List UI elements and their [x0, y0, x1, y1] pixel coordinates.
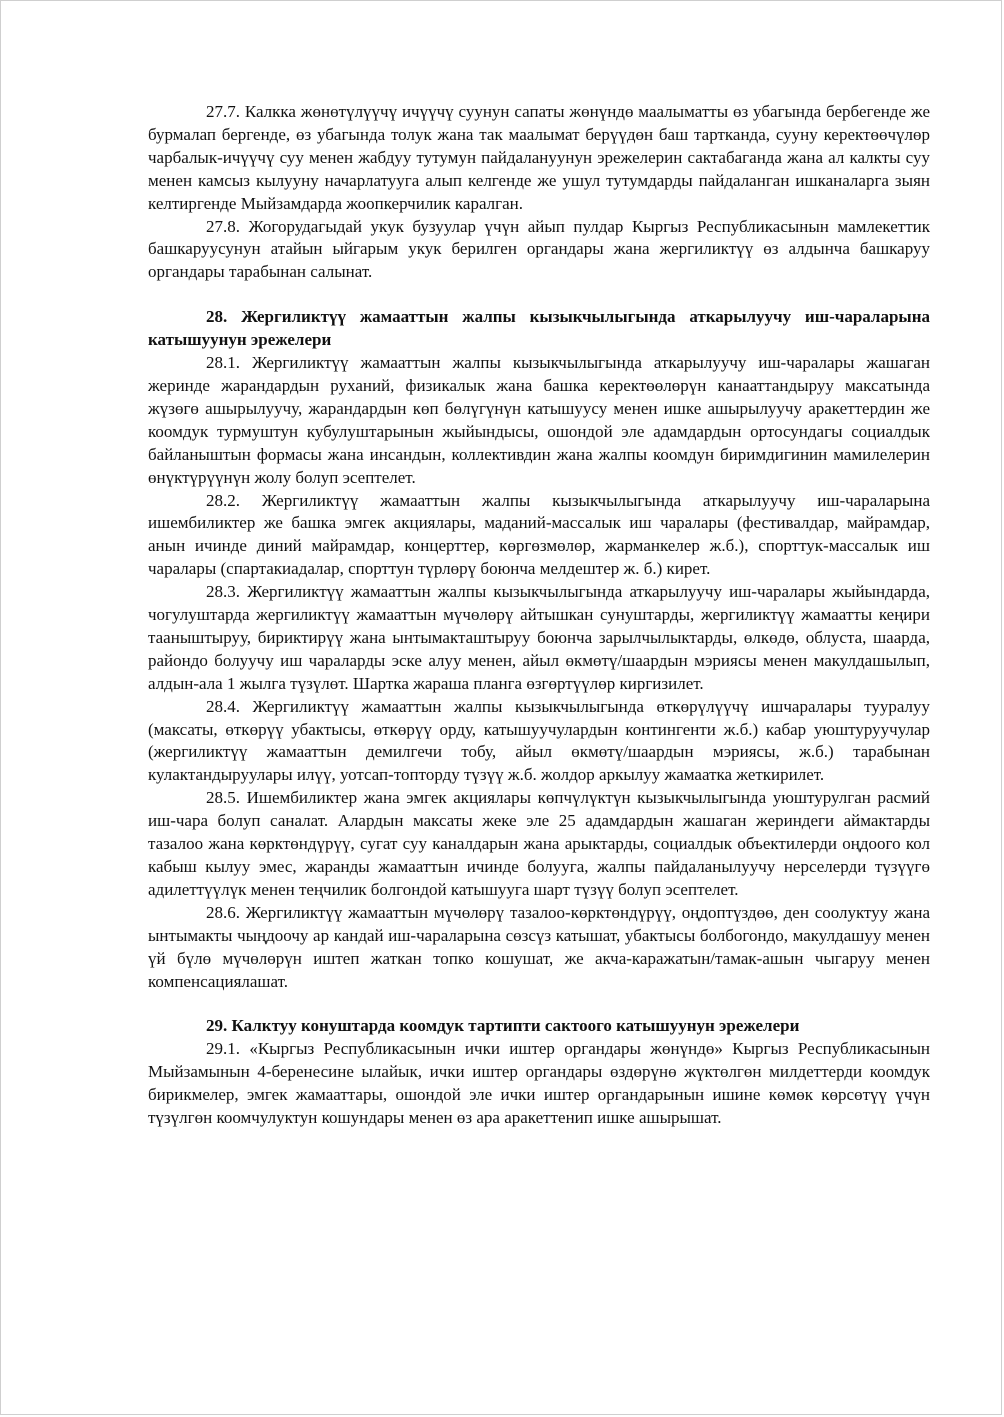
paragraph-28-1: 28.1. Жергиликтүү жамааттын жалпы кызыкчылыгында аткарылуучу иш-чаралары жашаган жеринде жарандардын руханий, физикалык жана башка керектөөлөрүн канааттандыруу максатында жүзөгө ашырылуучу, жарандардын көп бөлүгүнүн катышуусу менен ишке ашырылуучу аракеттердин же коомдук турмуштун кубулуштарынын жыйындысы, ошондой эле адамдардын ортосундагы социалдык байланыштын формасы жана инсандын, коллективдин жана жалпы коомдун биримдигинин мамилелерин өнүктүрүүнүн жолу болуп эсептелет. — [148, 353, 930, 487]
paragraph-28-5: 28.5. Ишембиликтер жана эмгек акциялары көпчүлүктүн кызыкчылыгында уюштурулган расмий иш-чара болуп саналат. Алардын максаты жеке эле 25 адамдардын жашаган жериндеги аймактарды тазалоо жана көрктөндүрүү, сугат суу каналдарын жана арыктарды, социалдык объектилерди оңдоого кол кабыш кылуу эмес, жаранды жамааттын ичинде болууга, жалпы пайдаланылуучу нерселерди түзүүгө адилеттүүлүк менен теңчилик болгондой катышууга шарт түзүү болуп эсептелет. — [148, 788, 930, 899]
paragraph-28-3: 28.3. Жергиликтүү жамааттын жалпы кызыкчылыгында аткарылуучу иш-чаралары жыйындарда, чогулуштарда жергиликтүү жамааттын мүчөлөрү айтышкан сунуштарды, жергиликтүү жамаатты кеңири тааныштыруу, бириктирүү жана ынтымакташтыруу боюнча зарылчылыктарды, өлкөдө, облуста, шаарда, райондо болуучу иш чараларды эске алуу менен, айыл өкмөтү/шаардын мэриясы менен макулдашылып, алдын-ала 1 жылга түзүлөт. Шартка жараша планга өзгөртүүлөр киргизилет. — [148, 582, 930, 693]
paragraph-28-2: 28.2. Жергиликтүү жамааттын жалпы кызыкчылыгында аткарылуучу иш-чараларына ишембиликтер же башка эмгек акциялары, маданий-массалык иш чаралары (фестивалдар, майрамдар, анын ичинде диний майрамдар, концерттер, көргөзмөлөр, жарманкелер ж.б.), спорттук-массалык иш чаралары (спартакиадалар, спорттун түрлөрү боюнча мелдештер ж. б.) кирет. — [148, 490, 930, 579]
paragraph-28-6: 28.6. Жергиликтүү жамааттын мүчөлөрү тазалоо-көрктөндүрүү, оңдоптүздөө, ден соолуктуу жана ынтымакты чыңдоочу ар кандай иш-чараларына сөзсүз катышат, убактысы болбогондо, макулдашуу менен үй бүлө мүчөлөрүн иштеп жаткан топко кошушат, же акча-каражатын/тамак-ашын чыгаруу менен компенсациялашат. — [148, 902, 930, 991]
section-heading-28: 28. Жергиликтүү жамааттын жалпы кызыкчылыгында аткарылуучу иш-чараларына катышуунун эрежелери — [148, 307, 930, 350]
section-gap — [148, 284, 930, 306]
paragraph-28-4: 28.4. Жергиликтүү жамааттын жалпы кызыкчылыгында өткөрүлүүчү ишчаралары тууралуу (максаты, өткөрүү убактысы, өткөрүү орду, катышуучулардын контингенти ж.б.) кабар уюштуруучулар (жергиликтүү жамааттын демилгечи тобу, айыл өкмөтү/шаардын мэриясы, ж.б.) тарабынан кулактандыруулары илүү, уотсап-топторду түзүү ж.б. жолдор аркылуу жамаатка жеткирилет. — [148, 696, 930, 785]
paragraph-27-7: 27.7. Калкка жөнөтүлүүчү ичүүчү суунун сапаты жөнүндө маалыматты өз убагында бербегенде же бурмалап бергенде, өз убагында толук жана так маалымат берүүдөн баш тартканда, сууну керектөөчүлөр чарбалык-ичүүчү суу менен жабдуу тутумун пайдалануунун эрежелерин сактабаганда жана ал калкты суу менен камсыз кылууну начарлатууга алып келгенде же ушул тутумдарды пайдаланган ишканаларга зыян келтиргенде Мыйзамдарда жоопкерчилик каралган. — [148, 102, 930, 213]
paragraph-27-8: 27.8. Жогорудагыдай укук бузуулар үчүн айып пулдар Кыргыз Республикасынын мамлекеттик башкаруусунун атайын ыйгарым укук берилген органдары жана жергиликтүү өз алдынча башкаруу органдары тарабынан салынат. — [148, 216, 930, 282]
section-heading-29: 29. Калктуу конуштарда коомдук тартипти сактоого катышуунун эрежелери — [206, 1016, 800, 1036]
section-gap — [148, 993, 930, 1015]
document-body — [148, 101, 930, 1130]
paragraph-29-1: 29.1. «Кыргыз Республикасынын ички иштер органдары жөнүндө» Кыргыз Республикасынын Мыйзамынын 4-беренесине ылайык, ички иштер органдары өздөрүнө жүктөлгөн милдеттерди коомдук бирикмелер, эмгек жамааттары, ошондой эле ички иштер органдарынын ишине көмөк көрсөтүү үчүн түзүлгөн коомчулуктун кошундары менен өз ара аракеттенип ишке ашырышат. — [148, 1039, 930, 1128]
